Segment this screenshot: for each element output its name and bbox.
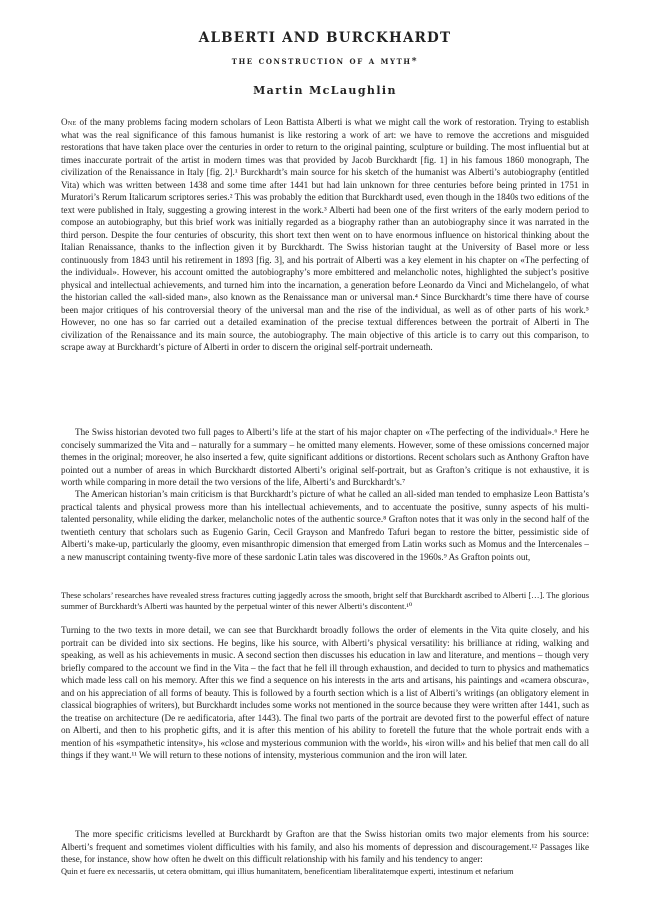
paragraph-1-lead: One [61,117,77,127]
paragraph-1-text: of the many problems facing modern scholars of Leon Battista Alberti is what we might call the work of restoration. Trying to establish what was the real significance of this famous humanist is like restoring a work of art: we have to remove the accretions and misguided restorations that have taken place over the centuries in order to return to the original painting, sculpture or building. The most influential but at times inaccurate portrait of the artist in modern times was that provided by Jacob Burckhardt [fig. 1] in his famous 1860 monograph, The civilization of the Renaissance in Italy [fig. 2].¹ Burckhardt’s main source for his sketch of the humanist was Alberti’s autobiography (entitled Vita) which was written between 1438 and some time after 1441 but had lain unknown for three centuries before being printed in 1751 in Muratori’s Rerum Italicarum scriptores series.² This was probably the edition that Burckhardt used, even though in the 1840s two editions of the text were published in Italy, suggesting a growing interest in the work.³ Alberti had been one of the first writers of the early modern period to compose an autobiography, but this brief work was initially regarded as a biography rather than an autobiography since it was narrated in the third person. Despite the four centuries of obscurity, this short text then went on to have enormous influence on historical thinking about the Italian Renaissance, thanks to the inflection given it by Burckhardt. The Swiss historian taught at the University of Basel more or less continuously from 1843 until his retirement in 1893 [fig. 3], and his portrait of Alberti was a key element in his chapter on «The perfecting of the individual». However, his account omitted the autobiography’s more embittered and melancholic notes, highlighted the subject’s positive physical and intellectual achievements, and turned him into the incarnation, a generation before Leonardo da Vinci and Michelangelo, of what the historian called the «all-sided man», also known as the Renaissance man or universal man.⁴ Since Burckhardt’s time there have of course been major critiques of his controversial theory of the universal man and the rise of the individual, as well as of other parts of his work.⁵ However, no one has so far carried out a detailed examination of the precise textual differences between the portrait of Alberti in The civilization of the Renaissance and its main source, the autobiography. The main objective of this article is to carry out this comparison, to scrape away at Burckhardt’s picture of Alberti in order to discern the original self-portrait underneath. [61,117,589,352]
paragraph-4-text: Turning to the two texts in more detail, we can see that Burckhardt broadly follows the order of elements in the Vita quite closely, and his portrait can be divided into six sections. He begins, like his source, with Alberti’s physical versatility: his brilliance at riding, walking and speaking, as well as his achievements in music. A second section then discusses his education in law and literature, and mentions – though very briefly compared to the account we find in the Vita – the fact that he fell ill through exhaustion, and decided to turn to physics and mathematics which made less call on his memory. After this we find a sequence on his interests in the arts and artisans, his paintings and «camera obscura», and on his appreciation of all forms of beauty. This is followed by a fourth section which is a list of Alberti’s writings (an obligatory element in classical biographies of writers), but Burckhardt includes some works not mentioned in the source because they were written after 1441, such as the treatise on architecture (De re aedificatoria, after 1443). The final two parts of the portrait are devoted first to the powerful effect of nature on Alberti, and then to his prophetic gifts, and it is after this mention of his ability to foretell the future that the whole portrait ends with a mention of his «sympathetic intensity», his «close and mysterious communion with the world», his «iron will» and his belief that men call do all things if they want.¹¹ We will return to these notions of intensity, mysterious communion and the iron will later. [61,625,589,760]
latin-quote: Quin et fuere ex necessariis, ut cetera obmittam, qui illius humanitatem, beneficentiam liberalitatemque experti, intestinum et nefarium [61,867,514,876]
article-subtitle: the construction of a myth* [231,56,419,67]
paragraph-5-text: The more specific criticisms levelled at Burckhardt by Grafton are that the Swiss historian omits two major elements from his source: Alberti’s frequent and sometimes violent difficulties with his family, and also his moments of depression and discouragement.¹² Passages like these, for instance, show how often he dwelt on this difficult relationship with his family and his tendency to anger: [61,829,589,864]
paragraph-2 [61,426,589,489]
paragraph-5 [61,828,589,866]
paragraph-4 [61,624,589,762]
article-author: Martin McLaughlin [253,84,397,97]
paragraph-2-text: The Swiss historian devoted two full pages to Alberti’s life at the start of his major chapter on «The perfecting of the individual».⁶ Here he concisely summarized the Vita and – naturally for a summary – he omitted many elements. However, some of these omissions concerned major themes in the original; moreover, he also inserted a few, quite significant additions or distortions. Recent scholars such as Anthony Grafton have pointed out a number of areas in which Burckhardt distorted Alberti’s original self-portrait, but as Grafton’s critique is not exhaustive, it is worth while comparing in more detail the two versions of the life, Alberti’s and Burckhardt’s.⁷ [61,427,589,487]
paragraph-1 [61,116,589,354]
paragraph-3-text: The American historian’s main criticism is that Burckhardt’s picture of what he called an all-sided man tended to emphasize Leon Battista’s practical talents and physical prowess more than his intellectual achievements, and to accentuate the positive, sunny aspects of his multi-talented personality, while eliding the darker, melancholic notes of the authentic source.⁸ Grafton notes that it was only in the second half of the twentieth century that scholars such as Eugenio Garin, Cecil Grayson and Manfredo Tafuri began to restore the bitter, pessimistic side of Alberti’s make-up, particularly the gloomy, even misanthropic dimension that emerged from Latin works such as Momus and the Intercenales – a new manuscript containing twenty-five more of these sardonic Latin tales was discovered in the 1960s.⁹ As Grafton points out, [61,489,589,562]
paragraph-3 [61,488,589,563]
article-title: ALBERTI AND BURCKHARDT [198,30,452,46]
block-quote: These scholars’ researches have revealed stress fractures cutting jaggedly across the smooth, bright self that Burckhardt ascribed to Alberti […]. The glorious summer of Burckhardt’s Alberti was haunted by the perpetual winter of this newer Alberti’s discontent.¹⁰ [61,591,589,611]
